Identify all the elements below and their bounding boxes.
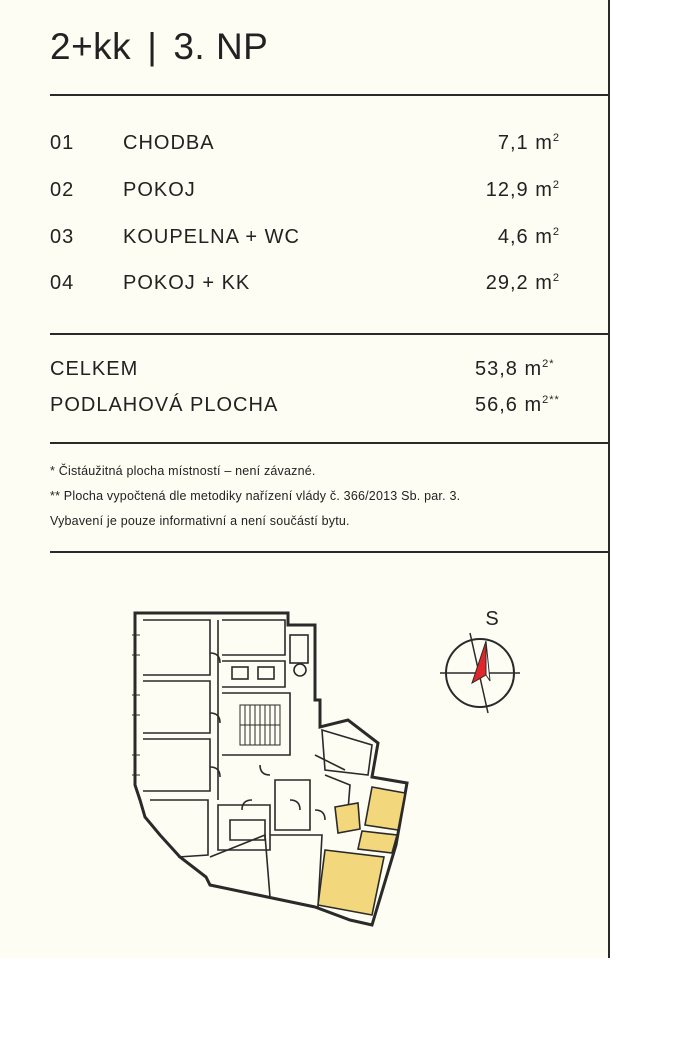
note-furnishing: Vybavení je pouze informativní a není součástí bytu.	[50, 514, 350, 528]
room-number: 04	[50, 272, 75, 294]
compass-needle	[472, 641, 486, 683]
room-number: 01	[50, 132, 75, 154]
title-separator: |	[147, 26, 158, 67]
total-area: 53,8 $m^{2*}$	[475, 358, 555, 380]
room-row-01	[50, 132, 570, 162]
compass-label: S	[485, 608, 499, 630]
room-area: 29,2 $m^2$	[485, 272, 560, 294]
floor-label: 3. NP	[173, 26, 269, 67]
room-name: POKOJ	[123, 179, 196, 201]
note-net-area: * Čistáužitná plocha místností – není závazné.	[50, 464, 316, 478]
divider-rooms	[50, 333, 610, 335]
room-name: CHODBA	[123, 132, 215, 154]
divider-totals	[50, 442, 610, 444]
divider-notes	[50, 551, 610, 553]
total-label: CELKEM	[50, 358, 139, 380]
compass-icon	[430, 605, 530, 717]
floor-area-value: 56,6 $m^{2**}$	[475, 394, 560, 416]
page-title	[50, 26, 268, 68]
apartment-highlight	[318, 787, 405, 915]
unit-type: 2+kk	[50, 26, 132, 67]
room-area: 4,6 $m^2$	[497, 226, 560, 248]
room-row-02	[50, 179, 570, 209]
room-row-03	[50, 226, 570, 256]
floor-plan-drawing	[110, 595, 420, 940]
room-number: 02	[50, 179, 75, 201]
room-name: KOUPELNA + WC	[123, 226, 300, 248]
room-name: POKOJ + KK	[123, 272, 251, 294]
room-row-04	[50, 272, 570, 302]
room-area: 12,9 $m^2$	[485, 179, 560, 201]
room-area: 7,1 $m^2$	[497, 132, 560, 154]
room-number: 03	[50, 226, 75, 248]
divider-top	[50, 94, 610, 96]
floor-area-label: PODLAHOVÁ PLOCHA	[50, 394, 279, 416]
note-floor-area: ** Plocha vypočtená dle metodiky nařízení vlády č. 366/2013 Sb. par. 3.	[50, 489, 461, 503]
